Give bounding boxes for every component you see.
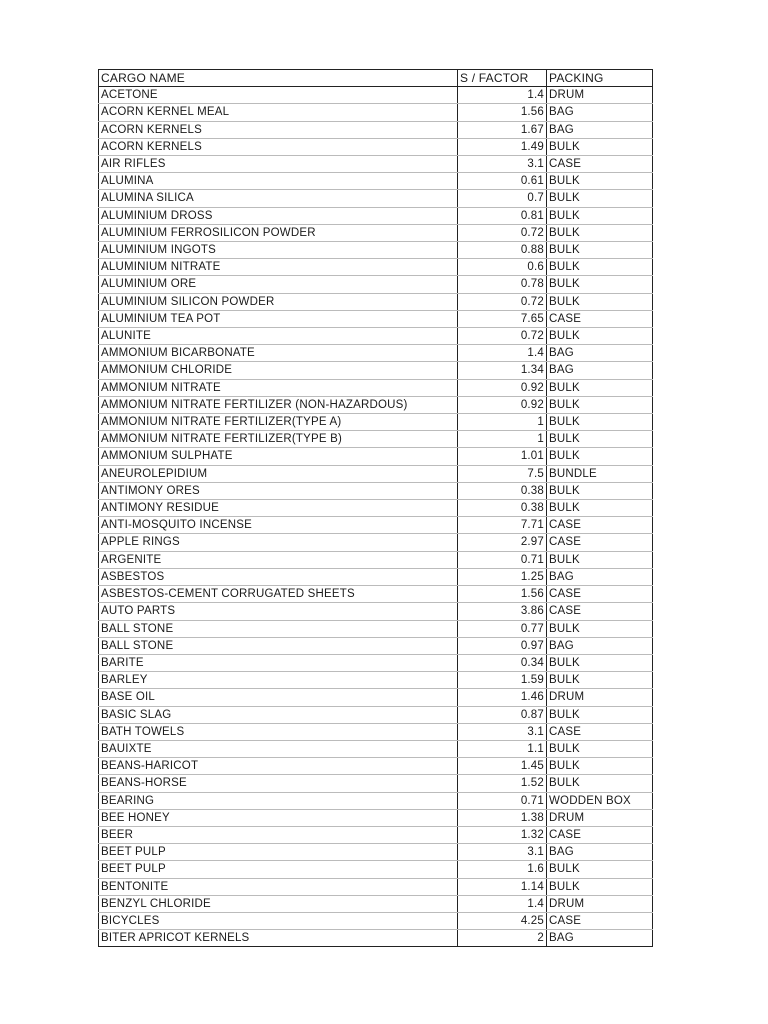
stowage-factor-cell: 4.25 [458, 912, 547, 929]
table-row [99, 362, 653, 379]
packing-cell: BULK [547, 861, 653, 878]
stowage-factor-cell: 0.34 [458, 654, 547, 671]
packing-cell: BULK [547, 740, 653, 757]
packing-cell: BAG [547, 362, 653, 379]
table-row [99, 190, 653, 207]
packing-cell: BULK [547, 620, 653, 637]
cargo-name-cell: BATH TOWELS [99, 723, 458, 740]
table-row [99, 654, 653, 671]
header-stowage-factor: S / FACTOR [458, 70, 547, 87]
packing-cell: BULK [547, 138, 653, 155]
packing-cell: CASE [547, 912, 653, 929]
cargo-name-cell: ALUMINIUM INGOTS [99, 242, 458, 259]
cargo-stowage-factor-table [98, 69, 653, 947]
stowage-factor-cell: 1.32 [458, 826, 547, 843]
table-row [99, 895, 653, 912]
table-row [99, 328, 653, 345]
cargo-name-cell: ANTIMONY RESIDUE [99, 500, 458, 517]
stowage-factor-cell: 3.86 [458, 603, 547, 620]
cargo-name-cell: ALUMINIUM FERROSILICON POWDER [99, 224, 458, 241]
table-row [99, 758, 653, 775]
table-row [99, 912, 653, 929]
table-row [99, 259, 653, 276]
stowage-factor-cell: 0.38 [458, 482, 547, 499]
packing-cell: BULK [547, 396, 653, 413]
cargo-name-cell: ALUMINA [99, 173, 458, 190]
cargo-name-cell: BEARING [99, 792, 458, 809]
packing-cell: BULK [547, 207, 653, 224]
packing-cell: CASE [547, 517, 653, 534]
cargo-name-cell: ALUMINA SILICA [99, 190, 458, 207]
stowage-factor-cell: 0.77 [458, 620, 547, 637]
table-row [99, 861, 653, 878]
cargo-name-cell: ALUMINIUM TEA POT [99, 310, 458, 327]
table-row [99, 379, 653, 396]
cargo-name-cell: AMMONIUM CHLORIDE [99, 362, 458, 379]
table-row [99, 568, 653, 585]
packing-cell: DRUM [547, 87, 653, 104]
packing-cell: BULK [547, 328, 653, 345]
table-row [99, 414, 653, 431]
stowage-factor-cell: 1.01 [458, 448, 547, 465]
stowage-factor-cell: 3.1 [458, 723, 547, 740]
cargo-name-cell: BEANS-HARICOT [99, 758, 458, 775]
table-row [99, 310, 653, 327]
cargo-name-cell: BICYCLES [99, 912, 458, 929]
stowage-factor-cell: 1 [458, 414, 547, 431]
cargo-name-cell: BAUIXTE [99, 740, 458, 757]
table-row [99, 689, 653, 706]
stowage-factor-cell: 1.4 [458, 87, 547, 104]
cargo-name-cell: APPLE RINGS [99, 534, 458, 551]
table-row [99, 809, 653, 826]
table-row [99, 878, 653, 895]
stowage-factor-cell: 1.59 [458, 672, 547, 689]
packing-cell: DRUM [547, 895, 653, 912]
packing-cell: BAG [547, 121, 653, 138]
table-row [99, 792, 653, 809]
table-row [99, 121, 653, 138]
cargo-name-cell: AIR RIFLES [99, 156, 458, 173]
stowage-factor-cell: 1.52 [458, 775, 547, 792]
cargo-name-cell: ANTI-MOSQUITO INCENSE [99, 517, 458, 534]
packing-cell: BULK [547, 379, 653, 396]
cargo-name-cell: BALL STONE [99, 637, 458, 654]
cargo-name-cell: AMMONIUM NITRATE [99, 379, 458, 396]
cargo-name-cell: BENTONITE [99, 878, 458, 895]
stowage-factor-cell: 1.6 [458, 861, 547, 878]
cargo-name-cell: BEET PULP [99, 844, 458, 861]
table-row [99, 517, 653, 534]
packing-cell: CASE [547, 586, 653, 603]
table-row [99, 242, 653, 259]
table-header-row [99, 70, 653, 87]
table-row [99, 603, 653, 620]
packing-cell: BULK [547, 224, 653, 241]
cargo-name-cell: ALUNITE [99, 328, 458, 345]
packing-cell: CASE [547, 723, 653, 740]
packing-cell: BAG [547, 637, 653, 654]
cargo-name-cell: BEE HONEY [99, 809, 458, 826]
packing-cell: BULK [547, 775, 653, 792]
stowage-factor-cell: 0.88 [458, 242, 547, 259]
cargo-name-cell: AMMONIUM SULPHATE [99, 448, 458, 465]
stowage-factor-cell: 7.71 [458, 517, 547, 534]
stowage-factor-cell: 7.5 [458, 465, 547, 482]
cargo-name-cell: ASBESTOS [99, 568, 458, 585]
stowage-factor-cell: 1.38 [458, 809, 547, 826]
stowage-factor-cell: 1.4 [458, 895, 547, 912]
cargo-name-cell: BARLEY [99, 672, 458, 689]
packing-cell: BULK [547, 500, 653, 517]
packing-cell: CASE [547, 603, 653, 620]
cargo-name-cell: ANTIMONY ORES [99, 482, 458, 499]
cargo-name-cell: BEANS-HORSE [99, 775, 458, 792]
cargo-name-cell: BASE OIL [99, 689, 458, 706]
table-row [99, 345, 653, 362]
cargo-name-cell: BEER [99, 826, 458, 843]
stowage-factor-cell: 1.14 [458, 878, 547, 895]
table-row [99, 620, 653, 637]
cargo-name-cell: BEET PULP [99, 861, 458, 878]
packing-cell: BULK [547, 706, 653, 723]
table-row [99, 396, 653, 413]
table-row [99, 500, 653, 517]
table-row [99, 740, 653, 757]
packing-cell: BAG [547, 104, 653, 121]
stowage-factor-cell: 1.34 [458, 362, 547, 379]
packing-cell: BULK [547, 431, 653, 448]
stowage-factor-cell: 3.1 [458, 156, 547, 173]
stowage-factor-cell: 0.72 [458, 224, 547, 241]
table-row [99, 775, 653, 792]
packing-cell: BULK [547, 878, 653, 895]
packing-cell: BULK [547, 259, 653, 276]
table-row [99, 173, 653, 190]
stowage-factor-cell: 0.72 [458, 293, 547, 310]
cargo-name-cell: ALUMINIUM DROSS [99, 207, 458, 224]
cargo-name-cell: ASBESTOS-CEMENT CORRUGATED SHEETS [99, 586, 458, 603]
table-row [99, 723, 653, 740]
table-row [99, 930, 653, 947]
stowage-factor-cell: 0.71 [458, 551, 547, 568]
stowage-factor-cell: 0.71 [458, 792, 547, 809]
stowage-factor-cell: 1.45 [458, 758, 547, 775]
table-row [99, 551, 653, 568]
table-row [99, 534, 653, 551]
table-row [99, 706, 653, 723]
packing-cell: BULK [547, 242, 653, 259]
table-row [99, 465, 653, 482]
packing-cell: BULK [547, 448, 653, 465]
stowage-factor-cell: 0.7 [458, 190, 547, 207]
cargo-name-cell: ACORN KERNELS [99, 138, 458, 155]
cargo-name-cell: ACORN KERNELS [99, 121, 458, 138]
stowage-factor-cell: 1.1 [458, 740, 547, 757]
stowage-factor-cell: 1.4 [458, 345, 547, 362]
header-packing: PACKING [547, 70, 653, 87]
table-row [99, 276, 653, 293]
table-row [99, 586, 653, 603]
stowage-factor-cell: 1.67 [458, 121, 547, 138]
stowage-factor-cell: 1 [458, 431, 547, 448]
packing-cell: BULK [547, 414, 653, 431]
stowage-factor-cell: 2.97 [458, 534, 547, 551]
stowage-factor-cell: 0.87 [458, 706, 547, 723]
packing-cell: BULK [547, 758, 653, 775]
stowage-factor-cell: 0.38 [458, 500, 547, 517]
stowage-factor-cell: 0.61 [458, 173, 547, 190]
cargo-name-cell: ACORN KERNEL MEAL [99, 104, 458, 121]
stowage-factor-cell: 0.6 [458, 259, 547, 276]
cargo-name-cell: BASIC SLAG [99, 706, 458, 723]
stowage-factor-cell: 1.46 [458, 689, 547, 706]
cargo-name-cell: BALL STONE [99, 620, 458, 637]
packing-cell: CASE [547, 310, 653, 327]
header-cargo-name: CARGO NAME [99, 70, 458, 87]
stowage-factor-cell: 0.97 [458, 637, 547, 654]
table-row [99, 156, 653, 173]
packing-cell: BAG [547, 568, 653, 585]
packing-cell: BULK [547, 672, 653, 689]
cargo-name-cell: BARITE [99, 654, 458, 671]
packing-cell: BULK [547, 173, 653, 190]
table-row [99, 482, 653, 499]
stowage-factor-cell: 3.1 [458, 844, 547, 861]
table-row [99, 431, 653, 448]
packing-cell: WODDEN BOX [547, 792, 653, 809]
cargo-name-cell: ALUMINIUM NITRATE [99, 259, 458, 276]
cargo-name-cell: ARGENITE [99, 551, 458, 568]
stowage-factor-cell: 1.25 [458, 568, 547, 585]
table-row [99, 826, 653, 843]
packing-cell: CASE [547, 534, 653, 551]
table-row [99, 224, 653, 241]
packing-cell: BUNDLE [547, 465, 653, 482]
stowage-factor-cell: 0.92 [458, 379, 547, 396]
packing-cell: BULK [547, 190, 653, 207]
cargo-name-cell: AMMONIUM NITRATE FERTILIZER(TYPE A) [99, 414, 458, 431]
packing-cell: BULK [547, 293, 653, 310]
stowage-factor-cell: 1.56 [458, 104, 547, 121]
packing-cell: BULK [547, 551, 653, 568]
cargo-name-cell: ALUMINIUM SILICON POWDER [99, 293, 458, 310]
cargo-name-cell: AUTO PARTS [99, 603, 458, 620]
packing-cell: BULK [547, 654, 653, 671]
packing-cell: BAG [547, 930, 653, 947]
table-row [99, 844, 653, 861]
stowage-factor-cell: 7.65 [458, 310, 547, 327]
stowage-factor-cell: 2 [458, 930, 547, 947]
table-row [99, 448, 653, 465]
table-row [99, 104, 653, 121]
packing-cell: BULK [547, 276, 653, 293]
table-row [99, 293, 653, 310]
cargo-name-cell: AMMONIUM BICARBONATE [99, 345, 458, 362]
packing-cell: CASE [547, 156, 653, 173]
cargo-name-cell: AMMONIUM NITRATE FERTILIZER(TYPE B) [99, 431, 458, 448]
packing-cell: DRUM [547, 689, 653, 706]
packing-cell: BAG [547, 345, 653, 362]
table-row [99, 87, 653, 104]
packing-cell: BULK [547, 482, 653, 499]
stowage-factor-cell: 1.56 [458, 586, 547, 603]
table-row [99, 637, 653, 654]
packing-cell: DRUM [547, 809, 653, 826]
table-row [99, 207, 653, 224]
cargo-name-cell: BITER APRICOT KERNELS [99, 930, 458, 947]
stowage-factor-cell: 0.81 [458, 207, 547, 224]
stowage-factor-cell: 0.78 [458, 276, 547, 293]
stowage-factor-cell: 0.72 [458, 328, 547, 345]
cargo-name-cell: AMMONIUM NITRATE FERTILIZER (NON-HAZARDOUS) [99, 396, 458, 413]
packing-cell: CASE [547, 826, 653, 843]
cargo-name-cell: ANEUROLEPIDIUM [99, 465, 458, 482]
packing-cell: BAG [547, 844, 653, 861]
cargo-name-cell: ALUMINIUM ORE [99, 276, 458, 293]
cargo-name-cell: BENZYL CHLORIDE [99, 895, 458, 912]
stowage-factor-cell: 1.49 [458, 138, 547, 155]
cargo-name-cell: ACETONE [99, 87, 458, 104]
table-row [99, 672, 653, 689]
stowage-factor-cell: 0.92 [458, 396, 547, 413]
table-row [99, 138, 653, 155]
